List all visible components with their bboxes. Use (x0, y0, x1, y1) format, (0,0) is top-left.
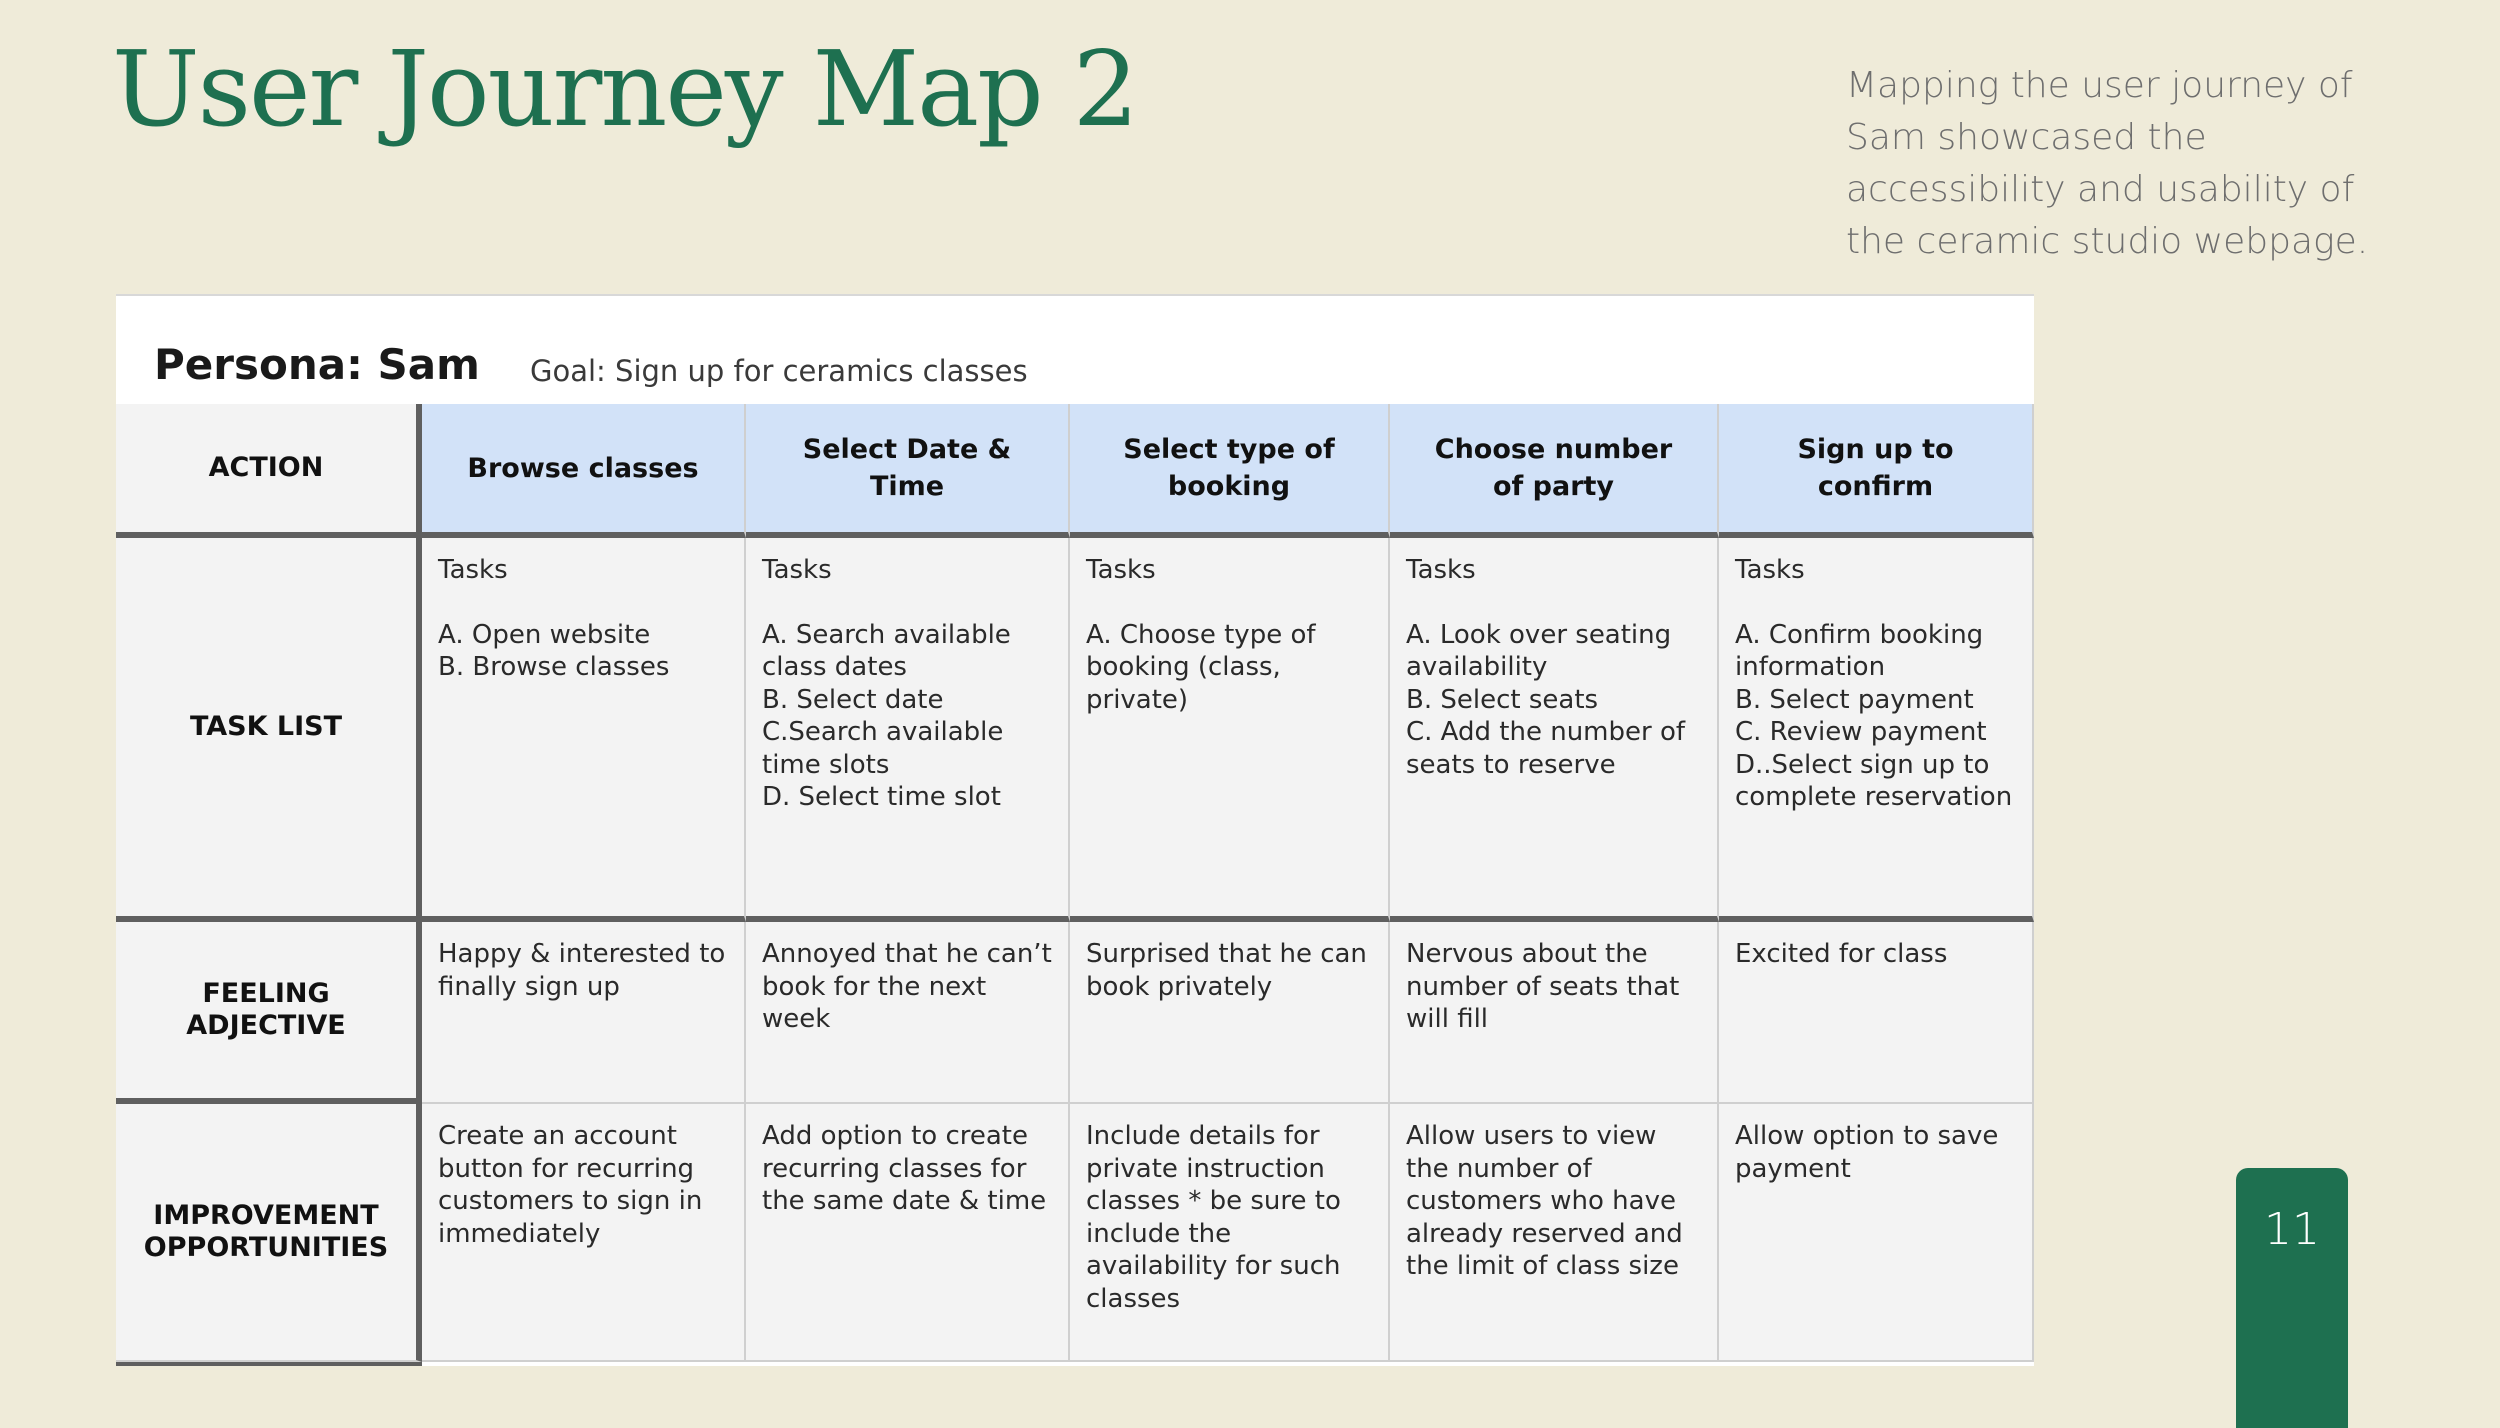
journey-table (116, 404, 2034, 1366)
task-cell (1390, 538, 1719, 922)
journey-map (116, 294, 2034, 1366)
tasks-heading: Tasks (1735, 555, 1805, 585)
task-cell (1719, 538, 2034, 922)
action-cell: Sign up to confirm (1719, 404, 2034, 538)
task-list-text: A. Choose type of booking (class, private) (1086, 619, 1316, 715)
task-list-text: A. Confirm booking information B. Select payment C. Review payment D..Select sign up to complete reservation (1735, 619, 2013, 812)
improvement-cell: Allow users to view the number of customers who have already reserved and the limit of class size (1390, 1104, 1719, 1362)
table-bottom-edge (1719, 1362, 2034, 1366)
feeling-cell: Excited for class (1719, 922, 2034, 1104)
tasks-heading: Tasks (762, 555, 832, 585)
improvement-cell: Create an account button for recurring customers to sign in immediately (422, 1104, 746, 1362)
persona-label: Persona: Sam (154, 340, 480, 389)
goal-label: Goal: Sign up for ceramics classes (530, 354, 1028, 388)
action-cell: Select type of booking (1070, 404, 1390, 538)
row-header-feeling: FEELING ADJECTIVE (116, 922, 422, 1104)
journey-map-header (116, 294, 2034, 406)
tasks-heading: Tasks (1086, 555, 1156, 585)
table-bottom-edge (746, 1362, 1070, 1366)
slide-title: User Journey Map 2 (112, 28, 1137, 150)
feeling-cell: Happy & interested to finally sign up (422, 922, 746, 1104)
row-header-improvement: IMPROVEMENT OPPORTUNITIES (116, 1104, 422, 1362)
task-list-text: A. Open website B. Browse classes (438, 619, 670, 682)
task-cell (422, 538, 746, 922)
task-list-text: A. Look over seating availability B. Select seats C. Add the number of seats to reserve (1406, 619, 1686, 780)
task-cell (1070, 538, 1390, 922)
feeling-cell: Nervous about the number of seats that will fill (1390, 922, 1719, 1104)
table-bottom-edge (1390, 1362, 1719, 1366)
page-number: 11 (2264, 1204, 2320, 1255)
row-header-task-list: TASK LIST (116, 538, 422, 922)
action-cell: Select Date & Time (746, 404, 1070, 538)
feeling-cell: Surprised that he can book privately (1070, 922, 1390, 1104)
task-list-text: A. Search available class dates B. Select date C.Search available time slots D. Select time slot (762, 619, 1011, 812)
slide-description: Mapping the user journey of Sam showcased the accessibility and usability of the ceramic studio webpage. (1846, 65, 2369, 262)
task-cell (746, 538, 1070, 922)
table-bottom-edge (116, 1362, 422, 1366)
tasks-heading: Tasks (438, 555, 508, 585)
table-bottom-edge (1070, 1362, 1390, 1366)
tasks-heading: Tasks (1406, 555, 1476, 585)
improvement-cell: Include details for private instruction classes * be sure to include the availability for such classes (1070, 1104, 1390, 1362)
page-number-tab (2236, 1168, 2348, 1428)
improvement-cell: Allow option to save payment (1719, 1104, 2034, 1362)
row-header-action: ACTION (116, 404, 422, 538)
improvement-cell: Add option to create recurring classes for the same date & time (746, 1104, 1070, 1362)
feeling-cell: Annoyed that he can’t book for the next week (746, 922, 1070, 1104)
table-bottom-edge (422, 1362, 746, 1366)
action-cell: Browse classes (422, 404, 746, 538)
action-cell: Choose number of party (1390, 404, 1719, 538)
